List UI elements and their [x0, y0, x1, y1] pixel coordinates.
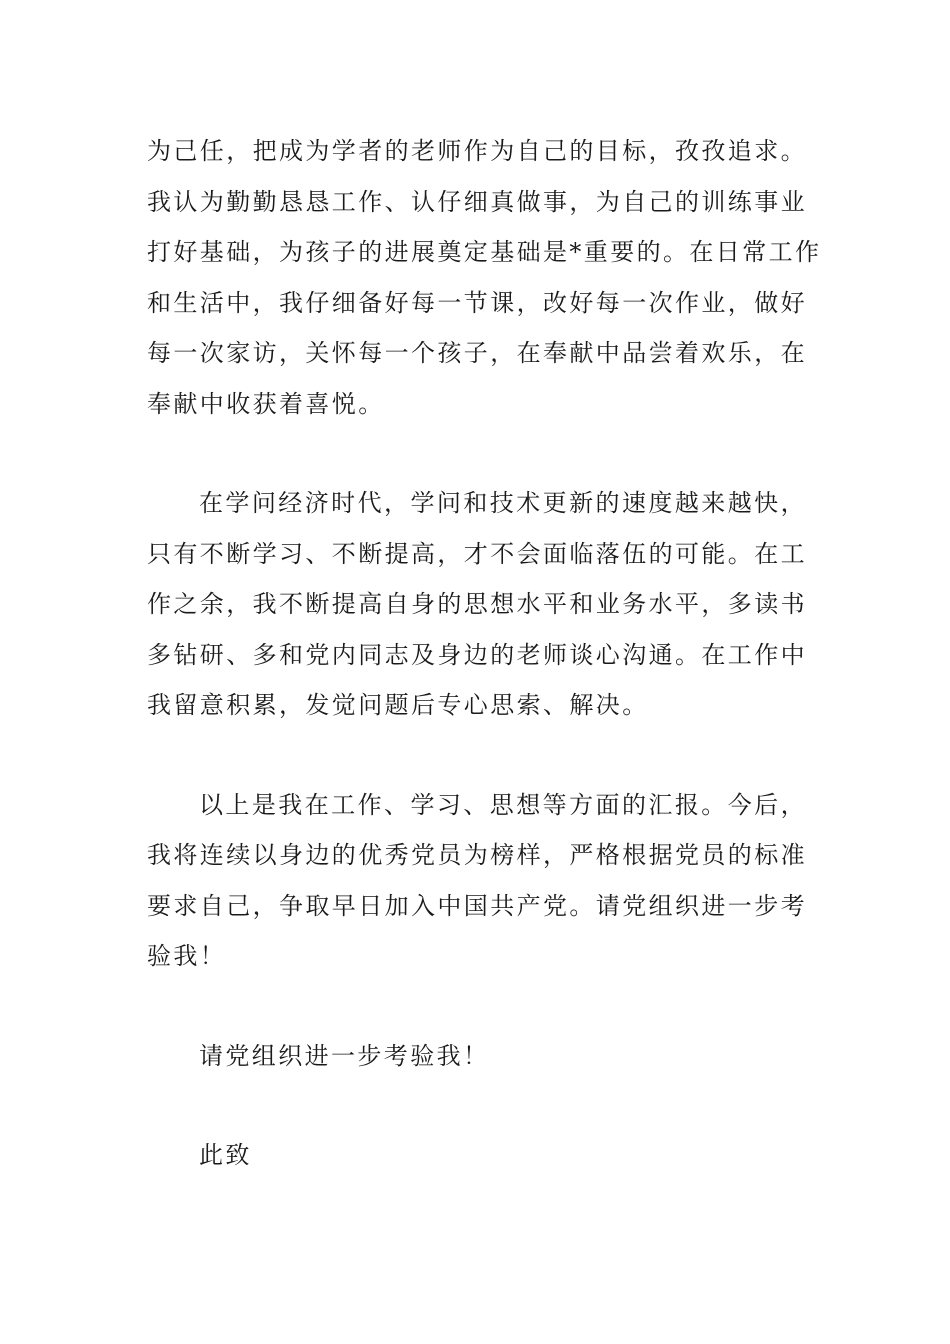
text-line: 和生活中，我仔细备好每一节课，改好每一次作业，做好	[147, 288, 807, 317]
paragraph-gap	[147, 982, 807, 1031]
paragraph-1	[147, 126, 822, 429]
document-page	[147, 126, 822, 1181]
text-line: 在学问经济时代，学问和技术更新的速度越来越快，	[199, 489, 807, 517]
closing-salutation	[147, 1130, 807, 1181]
text-line: 我认为勤勤恳恳工作、认仔细真做事，为自己的训练事业	[147, 187, 807, 216]
text-line: 以上是我在工作、学习、思想等方面的汇报。今后，	[199, 790, 807, 819]
paragraph-2	[147, 478, 807, 731]
text-line: 验我！	[147, 942, 227, 970]
text-line: 我将连续以身边的优秀党员为榜样，严格根据党员的标准	[147, 841, 807, 869]
text-line: 只有不断学习、不断提高，才不会面临落伍的可能。在工	[147, 539, 807, 568]
paragraph-gap	[147, 1081, 807, 1130]
text-line: 我留意积累，发觉问题后专心思索、解决。	[147, 691, 649, 719]
paragraph-4	[147, 1031, 807, 1082]
text-line: 要求自己，争取早日加入中国共产党。请党组织进一步考	[147, 891, 807, 920]
text-line: 奉献中收获着喜悦。	[147, 389, 385, 418]
text-line: 作之余，我不断提高自身的思想水平和业务水平，多读书	[147, 590, 807, 618]
paragraph-gap	[147, 731, 807, 780]
text-line: 为己任，把成为学者的老师作为自己的目标，孜孜追求。	[147, 137, 807, 165]
paragraph-3	[147, 780, 807, 982]
text-line: 多钻研、多和党内同志及身边的老师谈心沟通。在工作中	[147, 640, 807, 669]
text-line: 此致	[199, 1141, 252, 1169]
text-line: 每一次家访，关怀每一个孩子，在奉献中品尝着欢乐，在	[147, 339, 807, 367]
paragraph-gap	[147, 429, 807, 478]
text-line: 打好基础，为孩子的进展奠定基础是*重要的。在日常工作	[147, 238, 822, 266]
text-line: 请党组织进一步考验我！	[199, 1041, 490, 1070]
